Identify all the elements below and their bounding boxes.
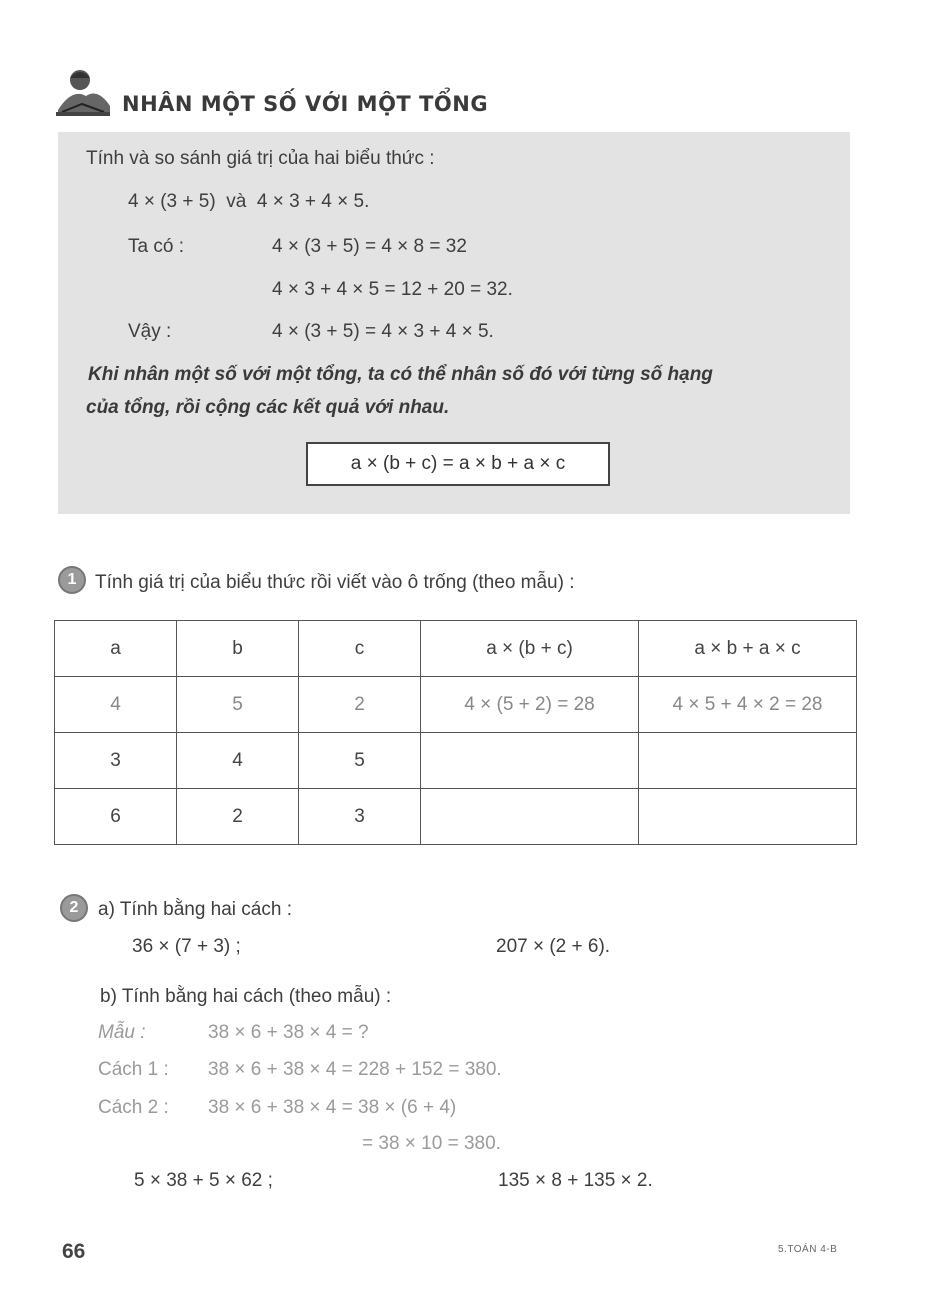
header-expr-2: a × b + a × c [639,621,857,677]
exercise-2b-expression-2: 135 × 8 + 135 × 2. [498,1170,653,1191]
exercise-2a-instruction: a) Tính bằng hai cách : [98,899,292,920]
table-header-row [55,621,857,677]
footer-code: 5.TOÁN 4-B [778,1244,838,1255]
way-2-label: Cách 2 : [98,1097,169,1118]
exercise-2-number: 2 [69,899,79,916]
exercise-2a-expression-1: 36 × (7 + 3) ; [132,936,241,957]
rule-line-2: của tổng, rồi cộng các kết quả với nhau. [86,397,450,418]
table-cell: 2 [299,677,421,733]
exercise-1-instruction: Tính giá trị của biểu thức rồi viết vào ô trống (theo mẫu) : [95,572,575,593]
exercise-2b-expression-1: 5 × 38 + 5 × 62 ; [134,1170,273,1191]
exercise-2b-instruction: b) Tính bằng hai cách (theo mẫu) : [100,986,392,1007]
exercise-1-number-icon [58,566,86,594]
exercise-2a-expression-2: 207 × (2 + 6). [496,936,611,957]
exercise-1-table [54,620,857,845]
way-2-continuation: = 38 × 10 = 380. [362,1133,501,1154]
table-cell: 4 [55,677,177,733]
answer-cell[interactable] [639,733,857,789]
table-row [55,789,857,845]
theory-equation-2: 4 × 3 + 4 × 5 = 12 + 20 = 32. [272,279,513,300]
student-reading-icon [52,66,114,120]
table-cell: 2 [177,789,299,845]
table-cell: 3 [55,733,177,789]
table-cell: 6 [55,789,177,845]
table-cell: 5 [177,677,299,733]
table-row [55,733,857,789]
sample-expression: 38 × 6 + 38 × 4 = ? [208,1022,369,1043]
vay-label: Vậy : [128,321,172,342]
answer-cell[interactable] [421,789,639,845]
sample-label: Mẫu : [98,1022,146,1043]
lesson-title: NHÂN MỘT SỐ VỚI MỘT TỔNG [122,92,489,116]
table-cell: 4 × (5 + 2) = 28 [421,677,639,733]
theory-intro: Tính và so sánh giá trị của hai biểu thức : [86,148,435,169]
way-1-label: Cách 1 : [98,1059,169,1080]
table-cell: 4 [177,733,299,789]
rule-line-1: Khi nhân một số với một tổng, ta có thể nhân số đó với từng số hạng [88,364,713,385]
header-expr-1: a × (b + c) [421,621,639,677]
page-number: 66 [62,1240,86,1263]
header-c: c [299,621,421,677]
table-cell: 3 [299,789,421,845]
table-cell: 5 [299,733,421,789]
table-cell: 4 × 5 + 4 × 2 = 28 [639,677,857,733]
way-2-expression: 38 × 6 + 38 × 4 = 38 × (6 + 4) [208,1097,457,1118]
exercise-1-number: 1 [67,571,77,588]
exercise-2-number-icon [60,894,88,922]
answer-cell[interactable] [639,789,857,845]
ta-co-label: Ta có : [128,236,184,257]
table-row [55,677,857,733]
answer-cell[interactable] [421,733,639,789]
theory-equation-3: 4 × (3 + 5) = 4 × 3 + 4 × 5. [272,321,494,342]
header-a: a [55,621,177,677]
header-b: b [177,621,299,677]
theory-example: 4 × (3 + 5) và 4 × 3 + 4 × 5. [128,191,370,212]
formula-text: a × (b + c) = a × b + a × c [350,453,566,474]
formula-box [306,442,610,486]
theory-equation-1: 4 × (3 + 5) = 4 × 8 = 32 [272,236,467,257]
way-1-expression: 38 × 6 + 38 × 4 = 228 + 152 = 380. [208,1059,502,1080]
